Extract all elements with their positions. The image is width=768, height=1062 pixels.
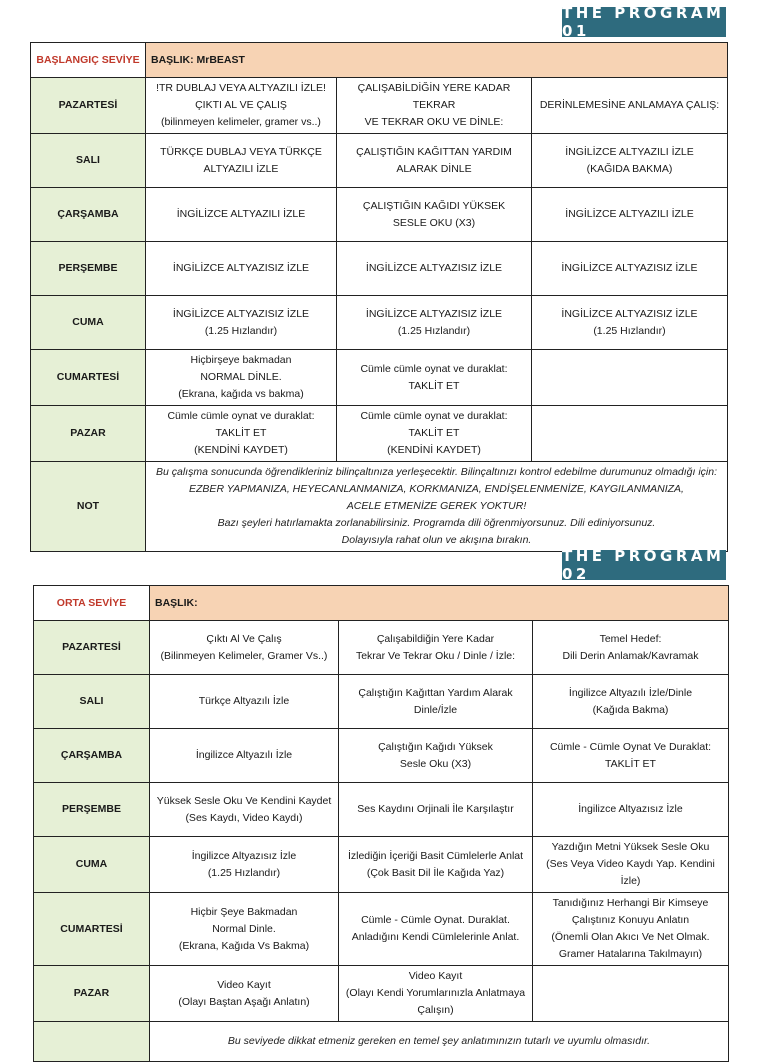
task-cell: Çıktı Al Ve Çalış (Bilinmeyen Kelimeler, Gramer Vs..) bbox=[150, 621, 339, 675]
table-row bbox=[34, 621, 729, 675]
task-cell: Cümle - Cümle Oynat Ve Duraklat: TAKLİT ET bbox=[533, 729, 729, 783]
title-row bbox=[31, 43, 728, 78]
task-cell: Çalışabildiğin Yere Kadar Tekrar Ve Tekrar Oku / Dinle / İzle: bbox=[339, 621, 533, 675]
task-cell: İNGİLİZCE ALTYAZILI İZLE bbox=[532, 188, 728, 242]
task-cell bbox=[532, 350, 728, 406]
day-label: CUMARTESİ bbox=[34, 893, 150, 966]
task-cell: Yüksek Sesle Oku Ve Kendini Kaydet (Ses Kaydı, Video Kaydı) bbox=[150, 783, 339, 837]
task-cell: Türkçe Altyazılı İzle bbox=[150, 675, 339, 729]
task-cell: Cümle cümle oynat ve duraklat: TAKLİT ET bbox=[337, 350, 532, 406]
day-label: CUMA bbox=[31, 296, 146, 350]
table-row bbox=[34, 966, 729, 1022]
table-row bbox=[34, 893, 729, 966]
task-cell: Tanıdığınız Herhangi Bir Kimseye Çalıştınız Konuyu Anlatın (Önemli Olan Akıcı Ve Net Olmak. Gramer Hatalarına Takılmayın) bbox=[533, 893, 729, 966]
note-label: NOT bbox=[31, 462, 146, 552]
task-cell: İzlediğin İçeriği Basit Cümlelerle Anlat (Çok Basit Dil İle Kağıda Yaz) bbox=[339, 837, 533, 893]
task-cell: İNGİLİZCE ALTYAZISIZ İZLE bbox=[337, 242, 532, 296]
level-label: BAŞLANGIÇ SEVİYE bbox=[31, 43, 146, 78]
day-label: SALI bbox=[31, 134, 146, 188]
task-cell: İNGİLİZCE ALTYAZILI İZLE (KAĞIDA BAKMA) bbox=[532, 134, 728, 188]
task-cell: İNGİLİZCE ALTYAZILI İZLE bbox=[146, 188, 337, 242]
table-row bbox=[31, 188, 728, 242]
task-cell: Ses Kaydını Orjinali İle Karşılaştır bbox=[339, 783, 533, 837]
note-text: Bu çalışma sonucunda öğrendikleriniz bilinçaltınıza yerleşecektir. Bilinçaltınızı kontrol edebilme durumunuz olmadığı için: EZBER YAPMANIZA, HEYECANLANMANIZA, KORKMANIZA, ENDİŞELENMENİZE, KAYGILANMANIZA, ACELE ETMENİZE GEREK YOKTUR! Bazı şeyleri hatırlamakta zorlanabilirsiniz. Programda dili öğrenmiyorsunuz. Dili ediniyorsunuz. Dolayısıyla rahat olun ve akışına bırakın. bbox=[146, 462, 728, 552]
title-row bbox=[34, 586, 729, 621]
table-row bbox=[34, 783, 729, 837]
note-row bbox=[34, 1022, 729, 1062]
task-cell: İngilizce Altyazılı İzle bbox=[150, 729, 339, 783]
task-cell: Video Kayıt (Olayı Baştan Aşağı Anlatın) bbox=[150, 966, 339, 1022]
task-cell: Video Kayıt (Olayı Kendi Yorumlarınızla Anlatmaya Çalışın) bbox=[339, 966, 533, 1022]
note-text: Bu seviyede dikkat etmeniz gereken en temel şey anlatımınızın tutarlı ve uyumlu olmasıdır. bbox=[150, 1022, 729, 1062]
task-cell: İNGİLİZCE ALTYAZISIZ İZLE bbox=[146, 242, 337, 296]
table-row bbox=[31, 134, 728, 188]
task-cell: Hiçbir Şeye Bakmadan Normal Dinle. (Ekrana, Kağıda Vs Bakma) bbox=[150, 893, 339, 966]
program-banner-1: THE PROGRAM 01 bbox=[562, 4, 725, 40]
table-row bbox=[31, 242, 728, 296]
day-label: CUMARTESİ bbox=[31, 350, 146, 406]
task-cell: İNGİLİZCE ALTYAZISIZ İZLE (1.25 Hızlandır) bbox=[337, 296, 532, 350]
day-label: ÇARŞAMBA bbox=[31, 188, 146, 242]
day-label: PAZARTESİ bbox=[31, 78, 146, 134]
task-cell: ÇALIŞTIĞIN KAĞITTAN YARDIM ALARAK DİNLE bbox=[337, 134, 532, 188]
title-cell: BAŞLIK: MrBEAST bbox=[146, 43, 728, 78]
task-cell: Temel Hedef: Dili Derin Anlamak/Kavramak bbox=[533, 621, 729, 675]
task-cell: İNGİLİZCE ALTYAZISIZ İZLE bbox=[532, 242, 728, 296]
day-label: PERŞEMBE bbox=[34, 783, 150, 837]
day-label: PAZARTESİ bbox=[34, 621, 150, 675]
day-label: PAZAR bbox=[34, 966, 150, 1022]
note-row bbox=[31, 462, 728, 552]
table-row bbox=[34, 675, 729, 729]
table-row bbox=[31, 78, 728, 134]
task-cell: !TR DUBLAJ VEYA ALTYAZILI İZLE! ÇIKTI AL VE ÇALIŞ (bilinmeyen kelimeler, gramer vs..) bbox=[146, 78, 337, 134]
program-banner-2: THE PROGRAM 02 bbox=[562, 547, 725, 583]
day-label: PERŞEMBE bbox=[31, 242, 146, 296]
task-cell: İngilizce Altyazılı İzle/Dinle (Kağıda Bakma) bbox=[533, 675, 729, 729]
task-cell: Cümle cümle oynat ve duraklat: TAKLİT ET (KENDİNİ KAYDET) bbox=[146, 406, 337, 462]
day-label: CUMA bbox=[34, 837, 150, 893]
title-cell: BAŞLIK: bbox=[150, 586, 729, 621]
task-cell bbox=[533, 966, 729, 1022]
task-cell: Hiçbirşeye bakmadan NORMAL DİNLE. (Ekrana, kağıda vs bakma) bbox=[146, 350, 337, 406]
day-label: SALI bbox=[34, 675, 150, 729]
day-label: ÇARŞAMBA bbox=[34, 729, 150, 783]
table-row bbox=[31, 406, 728, 462]
task-cell: ÇALIŞTIĞIN KAĞIDI YÜKSEK SESLE OKU (X3) bbox=[337, 188, 532, 242]
task-cell: Cümle cümle oynat ve duraklat: TAKLİT ET (KENDİNİ KAYDET) bbox=[337, 406, 532, 462]
table-row bbox=[31, 296, 728, 350]
task-cell: Çalıştığın Kağıdı Yüksek Sesle Oku (X3) bbox=[339, 729, 533, 783]
task-cell: İNGİLİZCE ALTYAZISIZ İZLE (1.25 Hızlandır) bbox=[532, 296, 728, 350]
task-cell: Cümle - Cümle Oynat. Duraklat. Anladığını Kendi Cümlelerinle Anlat. bbox=[339, 893, 533, 966]
table-row bbox=[34, 729, 729, 783]
day-label: PAZAR bbox=[31, 406, 146, 462]
task-cell: DERİNLEMESİNE ANLAMAYA ÇALIŞ: bbox=[532, 78, 728, 134]
program-table-2 bbox=[33, 585, 729, 1062]
program-table-1 bbox=[30, 42, 728, 552]
task-cell: İngilizce Altyazısız İzle (1.25 Hızlandır) bbox=[150, 837, 339, 893]
task-cell: İNGİLİZCE ALTYAZISIZ İZLE (1.25 Hızlandır) bbox=[146, 296, 337, 350]
task-cell: ÇALIŞABİLDİĞİN YERE KADAR TEKRAR VE TEKRAR OKU VE DİNLE: bbox=[337, 78, 532, 134]
level-label: ORTA SEVİYE bbox=[34, 586, 150, 621]
task-cell bbox=[532, 406, 728, 462]
task-cell: TÜRKÇE DUBLAJ VEYA TÜRKÇE ALTYAZILI İZLE bbox=[146, 134, 337, 188]
task-cell: Yazdığın Metni Yüksek Sesle Oku (Ses Veya Video Kaydı Yap. Kendini İzle) bbox=[533, 837, 729, 893]
table-row bbox=[34, 837, 729, 893]
table-row bbox=[31, 350, 728, 406]
note-label bbox=[34, 1022, 150, 1062]
task-cell: Çalıştığın Kağıttan Yardım Alarak Dinle/İzle bbox=[339, 675, 533, 729]
task-cell: İngilizce Altyazısız İzle bbox=[533, 783, 729, 837]
